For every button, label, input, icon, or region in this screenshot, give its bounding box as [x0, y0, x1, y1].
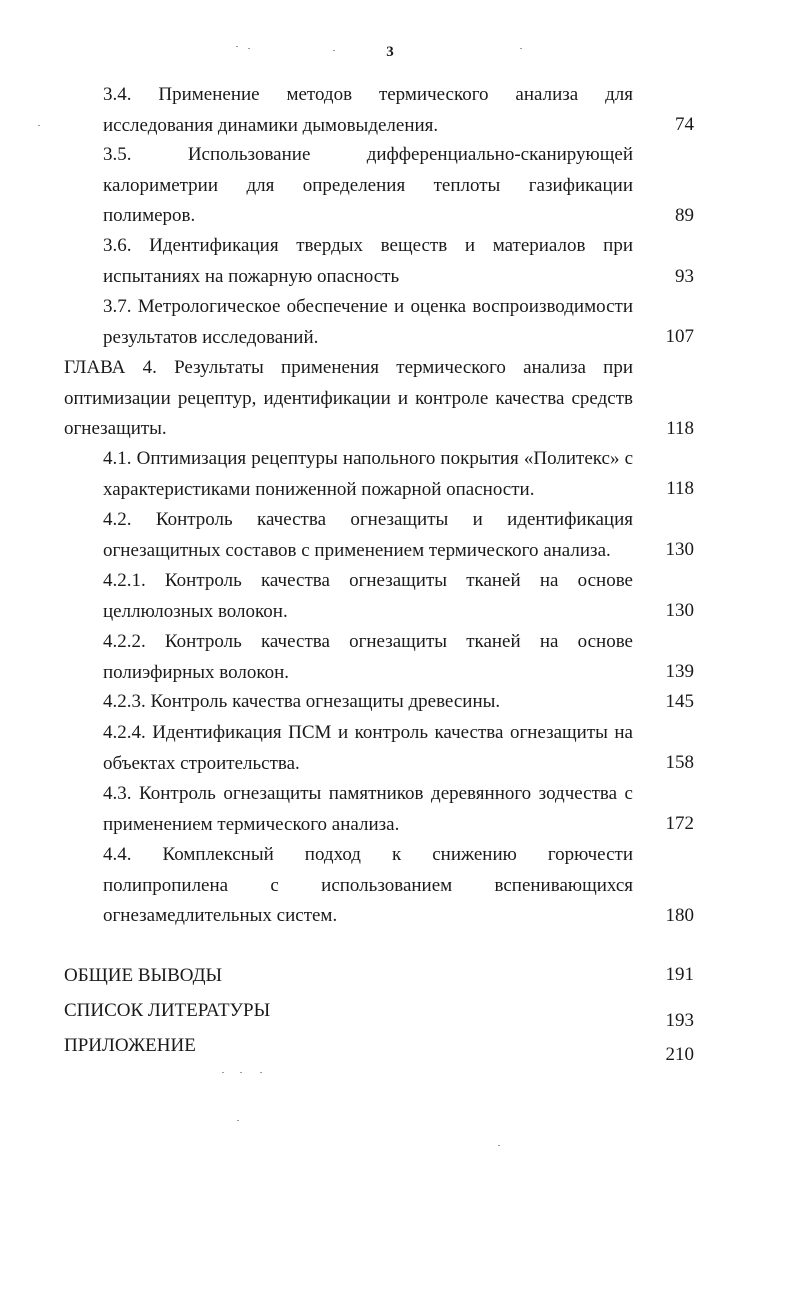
toc-entry-line: СПИСОК ЛИТЕРАТУРЫ [64, 1000, 271, 1021]
toc-entry-4-1 [103, 444, 633, 505]
toc-page-number: 191 [665, 964, 694, 985]
toc-entry-line: 4.2. Контроль качества огнезащиты и идентификация [103, 509, 633, 530]
toc-chapter-4 [64, 353, 633, 445]
toc-entry-line: целлюлозных волокон. [103, 600, 288, 622]
toc-page-number: 107 [665, 326, 694, 347]
toc-page-number: 172 [665, 813, 694, 834]
scan-speck [236, 46, 238, 47]
toc-entry-4-4 [103, 840, 633, 932]
toc-page-number: 180 [665, 905, 694, 926]
toc-page-number: 89 [675, 205, 694, 226]
toc-page-number: 130 [665, 539, 694, 560]
toc-appendix [64, 1031, 633, 1062]
scan-speck [520, 48, 522, 49]
toc-entry-line: 4.2.3. Контроль качества огнезащиты древесины. [103, 691, 501, 712]
toc-entry-line: 3.7. Метрологическое обеспечение и оценка воспроизводимости [103, 296, 633, 317]
scan-speck [38, 125, 40, 126]
scan-speck [240, 1072, 242, 1073]
toc-entry-4-2-3 [103, 687, 633, 718]
toc-entry-line: результатов исследований. [103, 326, 319, 348]
toc-entry-line: полимеров. [103, 205, 196, 226]
scan-speck [333, 50, 335, 51]
toc-entry-line: 4.2.4. Идентификация ПСМ и контроль качества огнезащиты на [103, 722, 633, 743]
toc-page-number: 93 [675, 266, 694, 287]
toc-entry-line: 3.5. Использование дифференциально-сканирующей [103, 144, 633, 165]
toc-entry-line: 4.1. Оптимизация рецептуры напольного покрытия «Политекс» с [103, 448, 633, 469]
toc-page-number: 130 [665, 600, 694, 621]
toc-entry-3-6 [103, 231, 633, 292]
toc-entry-line: 4.4. Комплексный подход к снижению горючести [103, 844, 633, 865]
toc-entry-3-7 [103, 292, 633, 353]
scan-speck [237, 1120, 239, 1121]
toc-entry-line: огнезамедлительных систем. [103, 905, 338, 926]
toc-entry-4-2-2 [103, 627, 633, 688]
toc-entry-line: 4.2.2. Контроль качества огнезащиты тканей на основе [103, 631, 633, 652]
toc-page-number: 118 [666, 418, 694, 439]
toc-entry-line: 3.6. Идентификация твердых веществ и материалов при [103, 235, 633, 256]
toc-entry-line: применением термического анализа. [103, 813, 400, 835]
scan-speck [498, 1145, 500, 1146]
toc-entry-3-4 [103, 80, 633, 141]
toc-entry-line: характеристиками пониженной пожарной опасности. [103, 478, 535, 500]
scan-speck [248, 48, 250, 49]
toc-page-number: 210 [665, 1044, 694, 1065]
toc-entry-line: калориметрии для определения теплоты газификации [103, 174, 633, 196]
toc-references [64, 996, 633, 1027]
toc-page-number: 145 [665, 691, 694, 712]
scan-speck [260, 1072, 262, 1073]
toc-entry-line: объектах строительства. [103, 752, 300, 774]
toc-entry-line: полиэфирных волокон. [103, 661, 290, 683]
toc-entry-4-2-1 [103, 566, 633, 627]
toc-entry-line: ПРИЛОЖЕНИЕ [64, 1035, 196, 1056]
toc-entry-line: испытаниях на пожарную опасность [103, 265, 400, 287]
toc-page-number: 158 [665, 752, 694, 773]
scan-speck [222, 1072, 224, 1073]
toc-entry-line: 4.2.1. Контроль качества огнезащиты тканей на основе [103, 570, 633, 591]
toc-entry-line: 3.4. Применение методов термического анализа для [103, 84, 633, 105]
toc-entry-4-3 [103, 779, 633, 840]
toc-page-number: 118 [666, 478, 694, 499]
toc-page-number: 193 [665, 1010, 694, 1031]
toc-entry-line: 4.3. Контроль огнезащиты памятников деревянного зодчества с [103, 783, 633, 804]
toc-entry-4-2 [103, 505, 633, 566]
toc-entry-line: ОБЩИЕ ВЫВОДЫ [64, 965, 223, 986]
toc-entry-4-2-4 [103, 718, 633, 779]
toc-general-conclusions [64, 961, 633, 992]
toc-entry-line: ГЛАВА 4. Результаты применения термического анализа при [64, 357, 633, 378]
toc-entry-line: полипропилена с использованием вспенивающихся [103, 874, 633, 896]
toc-entry-line: исследования динамики дымовыделения. [103, 114, 439, 136]
toc-entry-3-5 [103, 140, 633, 232]
toc-entry-line: огнезащиты. [64, 418, 167, 439]
toc-page-number: 74 [675, 114, 694, 135]
toc-entry-line: огнезащитных составов с применением термического анализа. [103, 539, 611, 561]
page-number: 3 [386, 44, 394, 60]
toc-entry-line: оптимизации рецептур, идентификации и контроле качества средств [64, 387, 633, 409]
toc-page-number: 139 [665, 661, 694, 682]
